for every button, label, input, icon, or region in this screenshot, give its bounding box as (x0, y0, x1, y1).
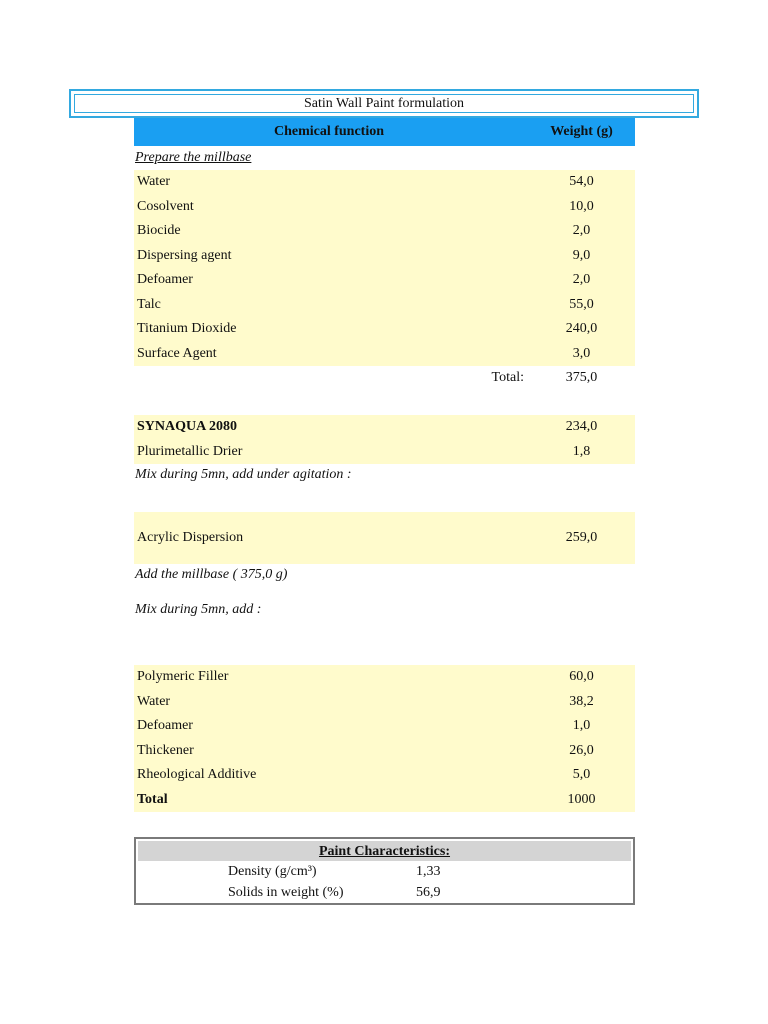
ingredient-weight: 54,0 (569, 174, 594, 189)
ingredient-weight: 3,0 (572, 345, 591, 361)
ingredient-name: Defoamer (137, 718, 193, 733)
ingredient-weight: 26,0 (569, 742, 594, 758)
ingredient-weight: 2,0 (572, 272, 591, 287)
characteristic-label: Density (g/cm³) (228, 864, 317, 879)
table-row (134, 512, 635, 564)
ingredient-name: Biocide (137, 223, 181, 238)
ingredient-weight: 55,0 (569, 296, 594, 312)
total-value: 1000 (567, 791, 596, 807)
table-row (134, 763, 635, 788)
header-weight: Weight (g) (550, 124, 613, 139)
table-header (134, 118, 635, 146)
table-row (134, 342, 635, 367)
document-title: Satin Wall Paint formulation (74, 94, 694, 113)
ingredient-name: Water (137, 174, 171, 189)
table-row (134, 690, 635, 715)
ingredient-name: Talc (137, 296, 161, 312)
table-row (134, 219, 635, 244)
ingredient-weight: 1,8 (572, 443, 591, 459)
ingredient-weight: 234,0 (565, 419, 598, 434)
instruction-text: Mix during 5mn, add under agitation : (135, 467, 352, 482)
table-row (134, 415, 635, 440)
paint-characteristics-title: Paint Characteristics: (138, 841, 631, 861)
total-value: 375,0 (565, 370, 598, 385)
document-title-box (69, 89, 699, 118)
table-row (134, 440, 635, 465)
table-row (134, 170, 635, 195)
ingredient-name: Plurimetallic Drier (137, 443, 243, 459)
total-label: Total: (491, 370, 524, 385)
table-row (134, 739, 635, 764)
instruction-text: Mix during 5mn, add : (135, 602, 262, 617)
ingredient-name: Thickener (137, 742, 194, 758)
table-row (134, 244, 635, 269)
ingredient-name: Dispersing agent (137, 247, 232, 263)
grand-total-row (134, 788, 635, 813)
paint-characteristics-box (134, 837, 635, 905)
ingredient-weight: 60,0 (569, 669, 594, 684)
millbase-total-row (134, 366, 635, 391)
characteristic-row (136, 861, 633, 883)
characteristic-value: 1,33 (416, 864, 441, 879)
characteristic-row (136, 882, 633, 904)
table-row (134, 714, 635, 739)
ingredient-weight: 38,2 (569, 693, 594, 709)
millbase-label: Prepare the millbase (135, 150, 252, 165)
ingredient-name: Water (137, 693, 171, 709)
ingredient-weight: 10,0 (569, 198, 594, 214)
table-row (134, 317, 635, 342)
ingredient-weight: 2,0 (572, 223, 591, 238)
header-chemical-function: Chemical function (273, 124, 385, 139)
ingredient-weight: 259,0 (565, 530, 598, 545)
ingredient-weight: 1,0 (572, 718, 591, 733)
ingredient-name: Titanium Dioxide (137, 321, 237, 336)
table-row (134, 268, 635, 293)
total-label: Total (137, 791, 168, 807)
ingredient-name: Cosolvent (137, 198, 194, 214)
ingredient-name: Surface Agent (137, 345, 217, 361)
ingredient-name: Rheological Additive (137, 767, 257, 782)
characteristic-label: Solids in weight (%) (228, 885, 344, 900)
ingredient-weight: 5,0 (572, 767, 591, 782)
characteristic-value: 56,9 (416, 885, 441, 900)
ingredient-name: Polymeric Filler (137, 669, 229, 684)
table-row (134, 665, 635, 690)
table-row (134, 195, 635, 220)
instruction-text: Add the millbase ( 375,0 g) (135, 567, 288, 582)
table-row (134, 293, 635, 318)
ingredient-name: Defoamer (137, 272, 193, 287)
ingredient-weight: 9,0 (572, 247, 591, 263)
ingredient-weight: 240,0 (565, 321, 598, 336)
ingredient-name: Acrylic Dispersion (137, 530, 244, 545)
ingredient-name: SYNAQUA 2080 (137, 419, 237, 434)
